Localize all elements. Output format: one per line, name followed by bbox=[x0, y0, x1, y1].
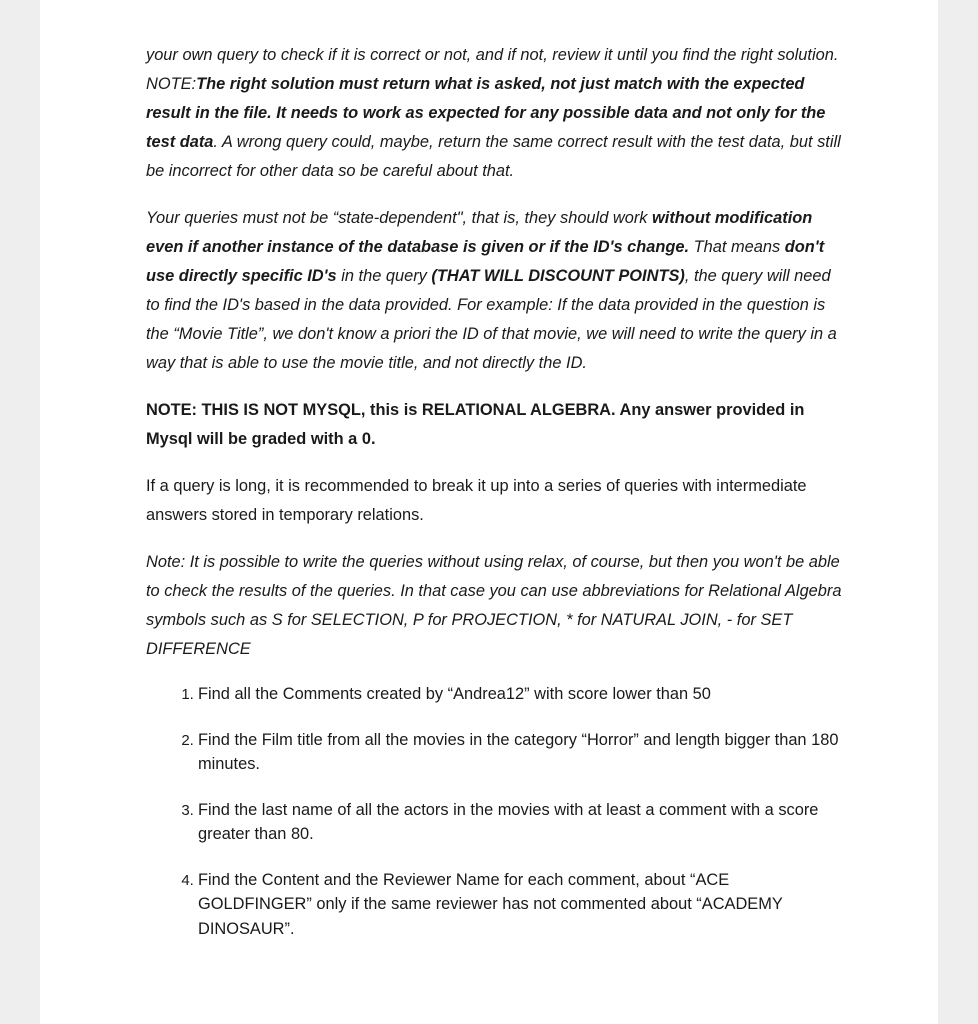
text-segment: , the query will need to find the ID's based in the data provided. For example: If the data provided in the question is the “Movie Title”, we don't know a priori the ID of that movie, we will need to write the query in a way that is able to use the movie title, and not directly the ID. bbox=[146, 267, 837, 372]
text-segment: Your queries must not be “state-dependent", that is, they should work bbox=[146, 209, 653, 227]
questions-list bbox=[146, 682, 846, 941]
bold-text-segment: without modification even if another instance of the database is given or if the ID's change. bbox=[146, 209, 813, 256]
paragraph-long-query-tip: If a query is long, it is recommended to break it up into a series of queries with intermediate answers stored in temporary relations. bbox=[146, 477, 807, 524]
text-segment: That means bbox=[689, 238, 785, 256]
bold-text-segment: (THAT WILL DISCOUNT POINTS) bbox=[431, 267, 685, 285]
question-item: 4. Find the Content and the Reviewer Name for each comment, about “ACE GOLDFINGER” only if the same reviewer has not commented about “ACADEMY DINOSAUR”. bbox=[198, 868, 846, 942]
bold-text-segment: don't use directly specific ID's bbox=[146, 238, 825, 285]
paragraph-solution-note bbox=[146, 41, 846, 186]
question-item: 1. Find all the Comments created by “Andrea12” with score lower than 50 bbox=[198, 682, 846, 707]
text-segment: your own query to check if it is correct or not, and if not, review it until you find the right solution. NOTE: bbox=[146, 46, 839, 93]
document-page bbox=[40, 0, 938, 1024]
bold-text-segment: The right solution must return what is asked, not just match with the expected result in the file. It needs to work as expected for any possible data and not only for the test data bbox=[146, 75, 826, 151]
text-segment: . A wrong query could, maybe, return the same correct result with the test data, but still be incorrect for other data so be careful about that. bbox=[146, 133, 841, 180]
paragraph-state-dependent bbox=[146, 204, 846, 378]
bold-text-segment: NOTE: THIS IS NOT MYSQL, this is RELATIONAL ALGEBRA. Any answer provided in Mysql will be graded with a 0. bbox=[146, 401, 805, 448]
document-content bbox=[146, 41, 846, 962]
paragraph-relational-algebra-note bbox=[146, 396, 846, 454]
text-segment: in the query bbox=[336, 267, 432, 285]
text-segment: Note: bbox=[146, 553, 186, 571]
question-item: 2. Find the Film title from all the movies in the category “Horror” and length bigger than 180 minutes. bbox=[198, 728, 846, 777]
paragraph-abbreviations-note bbox=[146, 548, 846, 664]
question-item: 3. Find the last name of all the actors in the movies with at least a comment with a score greater than 80. bbox=[198, 798, 846, 847]
text-segment: It is possible to write the queries without using relax, of course, but then you won't be able to check the results of the queries. In that case you can use abbreviations for Relational Algebra symbols such as S for SELECTION, P for PROJECTION, * for NATURAL JOIN, - for SET DIFFERENCE bbox=[146, 553, 842, 658]
